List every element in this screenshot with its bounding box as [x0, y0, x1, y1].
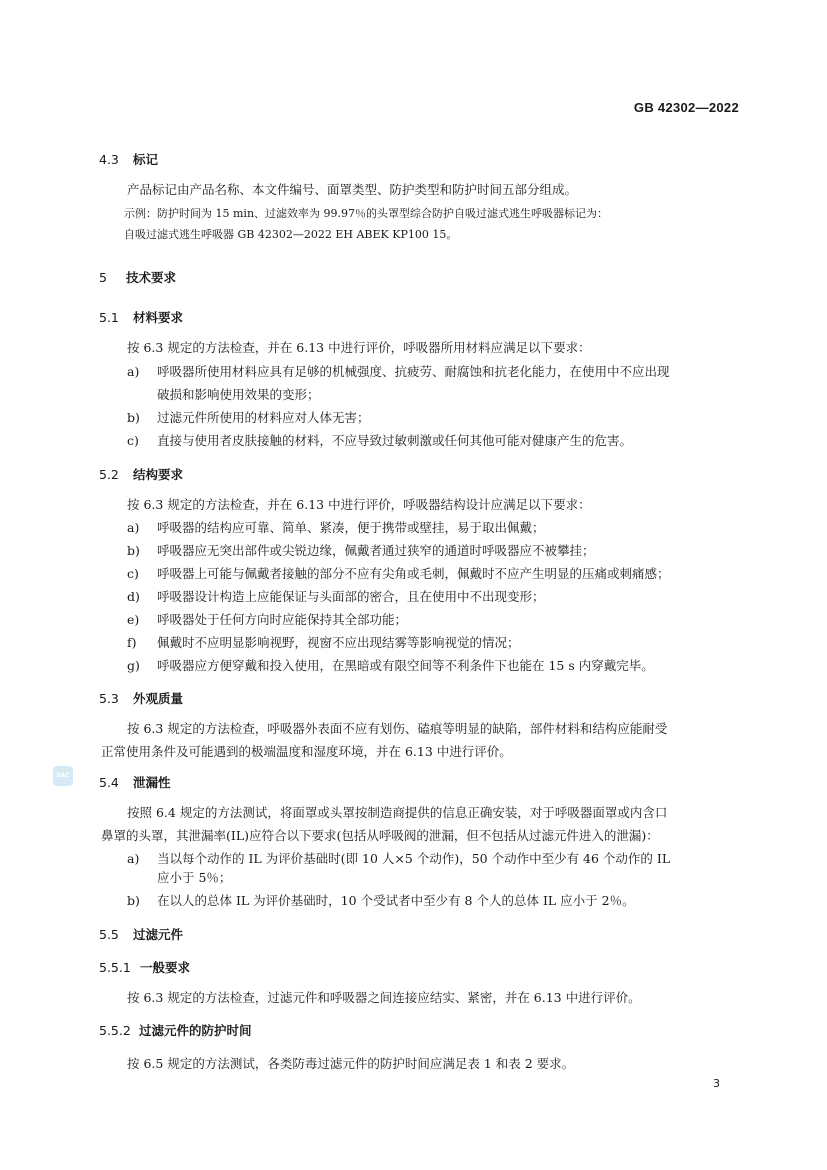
heading-title: 过滤元件 [133, 927, 184, 942]
list-text: 过滤元件所使用的材料应对人体无害； [157, 410, 370, 425]
list-label: b) [127, 543, 140, 558]
list-label: c) [127, 433, 139, 448]
heading-number: 5.4 [99, 775, 119, 790]
list-label: d) [127, 589, 140, 604]
list-text: 当以每个动作的 IL 为评价基础时(即 10 人×5 个动作)，50 个动作中至少有 46 个动作的 IL [157, 851, 671, 866]
list-item [127, 408, 370, 426]
paragraph-5-2-intro: 按 6.3 规定的方法检查，并在 6.13 中进行评价，呼吸器结构设计应满足以下要求： [127, 497, 591, 512]
heading-4-3 [99, 150, 158, 168]
heading-5-5 [99, 925, 183, 943]
heading-5-5-1 [99, 958, 190, 976]
list-item [127, 633, 520, 651]
list-text: 直接与使用者皮肤接触的材料，不应导致过敏刺激或任何其他可能对健康产生的危害。 [157, 433, 633, 448]
heading-number: 5.2 [99, 467, 119, 482]
list-label: f) [127, 635, 137, 650]
heading-title: 一般要求 [140, 960, 191, 975]
heading-number: 5.1 [99, 310, 119, 325]
heading-title: 泄漏性 [133, 775, 171, 790]
sac-watermark-logo: SAC [53, 766, 73, 786]
paragraph-4-3: 产品标记由产品名称、本文件编号、面罩类型、防护类型和防护时间五部分组成。 [127, 182, 578, 197]
heading-number: 5.5 [99, 927, 119, 942]
paragraph-5-5-2: 按 6.5 规定的方法测试，各类防毒过滤元件的防护时间应满足表 1 和表 2 要求。 [127, 1056, 575, 1071]
paragraph-5-3-line-2: 正常使用条件及可能遇到的极端温度和湿度环境，并在 6.13 中进行评价。 [101, 744, 512, 759]
page-number: 3 [713, 1077, 720, 1090]
paragraph-5-4-line-1: 按照 6.4 规定的方法测试，将面罩或头罩按制造商提供的信息正确安装，对于呼吸器面罩或内含口 [127, 805, 668, 820]
list-label: c) [127, 566, 139, 581]
heading-5 [99, 268, 176, 286]
heading-title: 技术要求 [126, 270, 177, 285]
list-item [127, 541, 595, 559]
list-text: 呼吸器所使用材料应具有足够的机械强度、抗疲劳、耐腐蚀和抗老化能力，在使用中不应出现 [157, 364, 670, 379]
list-item [127, 431, 632, 449]
list-item [127, 849, 670, 867]
list-text: 呼吸器的结构应可靠、简单、紧凑，便于携带或壁挂，易于取出佩戴； [157, 520, 545, 535]
heading-title: 标记 [133, 152, 159, 167]
list-label: b) [127, 410, 140, 425]
heading-5-4 [99, 773, 171, 791]
paragraph-5-1-intro: 按 6.3 规定的方法检查，并在 6.13 中进行评价，呼吸器所用材料应满足以下要求： [127, 340, 591, 355]
paragraph-5-4-line-2: 鼻罩的头罩，其泄漏率(IL)应符合以下要求(包括从呼吸阀的泄漏，但不包括从过滤元件进入的泄漏)： [101, 828, 659, 843]
paragraph-5-3-line-1: 按 6.3 规定的方法检查，呼吸器外表面不应有划伤、磕痕等明显的缺陷，部件材料和结构应能耐受 [127, 721, 668, 736]
list-label: a) [127, 364, 140, 379]
heading-number: 5.3 [99, 691, 119, 706]
list-text: 呼吸器处于任何方向时应能保持其全部功能； [157, 612, 408, 627]
list-item [127, 587, 545, 605]
list-item [127, 564, 670, 582]
example-line-1: 示例：防护时间为 15 min、过滤效率为 99.97％的头罩型综合防护自吸过滤式逃生呼吸器标记为： [124, 207, 609, 220]
heading-title: 外观质量 [133, 691, 184, 706]
list-item [127, 610, 407, 628]
example-line-2: 自吸过滤式逃生呼吸器 GB 42302—2022 EH ABEK KP100 15。 [124, 228, 458, 241]
list-text: 呼吸器应无突出部件或尖锐边缘，佩戴者通过狭窄的通道时呼吸器应不被攀挂； [157, 543, 595, 558]
heading-title: 过滤元件的防护时间 [139, 1023, 252, 1038]
heading-number: 5.5.2 [99, 1023, 131, 1038]
list-item [127, 518, 545, 536]
list-label: a) [127, 520, 140, 535]
heading-5-5-2 [99, 1021, 252, 1039]
standard-number: GB 42302—2022 [633, 100, 739, 115]
list-text: 在以人的总体 IL 为评价基础时，10 个受试者中至少有 8 个人的总体 IL 应小于 2％。 [157, 893, 635, 908]
list-label: b) [127, 893, 140, 908]
list-text: 佩戴时不应明显影响视野，视窗不应出现结雾等影响视觉的情况； [157, 635, 520, 650]
heading-5-1 [99, 308, 183, 326]
list-text: 呼吸器设计构造上应能保证与头面部的密合，且在使用中不出现变形； [157, 589, 545, 604]
heading-number: 5 [99, 270, 107, 285]
heading-title: 材料要求 [133, 310, 184, 325]
list-item [127, 891, 635, 909]
list-text: 呼吸器上可能与佩戴者接触的部分不应有尖角或毛刺，佩戴时不应产生明显的压痛或刺痛感； [157, 566, 670, 581]
list-label: a) [127, 851, 140, 866]
list-item-continuation: 破损和影响使用效果的变形； [157, 387, 320, 402]
list-label: g) [127, 658, 140, 673]
heading-title: 结构要求 [133, 467, 184, 482]
heading-5-2 [99, 465, 183, 483]
list-label: e) [127, 612, 140, 627]
heading-5-3 [99, 689, 183, 707]
list-item [127, 656, 654, 674]
list-item [127, 362, 670, 380]
heading-number: 5.5.1 [99, 960, 131, 975]
heading-number: 4.3 [99, 152, 119, 167]
paragraph-5-5-1: 按 6.3 规定的方法检查，过滤元件和呼吸器之间连接应结实、紧密，并在 6.13 中进行评价。 [127, 990, 641, 1005]
list-text: 呼吸器应方便穿戴和投入使用，在黑暗或有限空间等不利条件下也能在 15 s 内穿戴完毕。 [157, 658, 654, 673]
list-item-continuation: 应小于 5％； [157, 870, 232, 885]
